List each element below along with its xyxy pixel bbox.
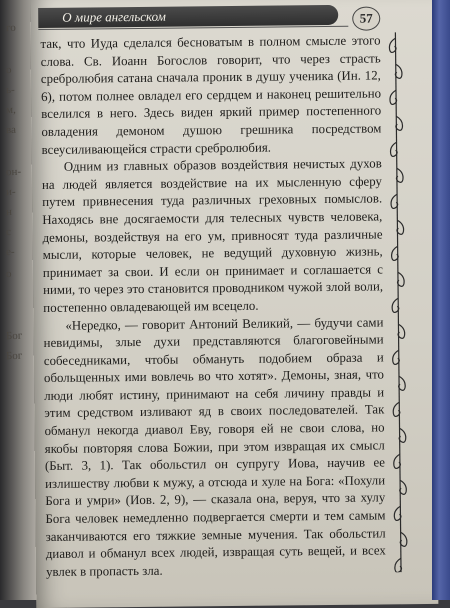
left-page-fragment: Бог [5, 329, 23, 343]
left-page-fragment: го [5, 21, 16, 35]
left-page-fragment: о [5, 63, 12, 77]
left-page-fragment: и- [5, 185, 16, 199]
left-page-fragment: Бог [5, 349, 23, 363]
body-text [40, 32, 386, 581]
book-page [30, 0, 438, 608]
paragraph: «Нередко, — говорит Антоний Великий, — будучи сами невидимы, злые духи представляются благоговейными собеседниками, чтобы обмануть подобием образа и обольщенных ими вовлечь во что хотят». Демоны, зная, что люди любят истину, принимают на себя личину правды и этим средством изливают яд в своих последователей. Так обманул некогда диавол Еву, говоря ей не свои слова, но якобы повторяя слова Божии, при этом извращая их смысл (Быт. 3, 1). Так обольстил он супругу Иова, научив ее излишеству любви к мужу, а отсюда и хуле на Бога: «Похули Бога и умри» (Иов. 2, 9), — сказала она, веруя, что за хулу Бога человек немедленно подвергается смерти и тем самым заканчиваются его тяжкие земные мучения. Так обольстил диавол и обманул всех людей, извращая суть вещей, и всех увлек в пропасть зла. [43, 314, 386, 579]
left-page-fragment: н [5, 205, 13, 219]
left-page-fragment: он- [5, 165, 22, 179]
page-number: 57 [352, 6, 380, 30]
left-page-fragment: ва [5, 123, 17, 137]
vine-ornament-border [386, 32, 410, 572]
left-page-fragment: е- [5, 245, 15, 259]
left-page-fragment: ь- [5, 83, 15, 97]
book-cover-edge [432, 0, 450, 600]
previous-page-edge [0, 0, 34, 600]
running-header-title: О мире ангельском [62, 8, 166, 25]
paragraph: Одним из главных образов воздействия нечистых духов на людей является воздействие на их мысленную сферу путем привнесения туда различных греховных помыслов. Находясь вне досягаемости для телесных чувств человека, демоны, воздействуя на его ум, привносят туда различные мысли, которые человек, не ведущий духовную жизнь, принимает за свои. И если он принимает и соглашается с ними, то через это становится проводником чужой злой воли, постепенно овладевающей им всецело. [41, 156, 384, 315]
left-page-fragment: м, [5, 103, 16, 117]
left-page-fragment: о [5, 267, 12, 281]
paragraph: так, что Иуда сделался бесноватым в полном смысле этого слова. Св. Иоанн Богослов говорит, что через страсть сребролюбия сатана сначала проник в душу ученика (Ин. 12, 6), потом полнее овладел его сердцем и наконец решительно вселился в него. Здесь виден яркий пример постепенного овладения демоном душою грешника посредством всеусиливающейся страсти сребролюбия. [40, 33, 382, 157]
left-page-fragment: с [5, 225, 12, 239]
